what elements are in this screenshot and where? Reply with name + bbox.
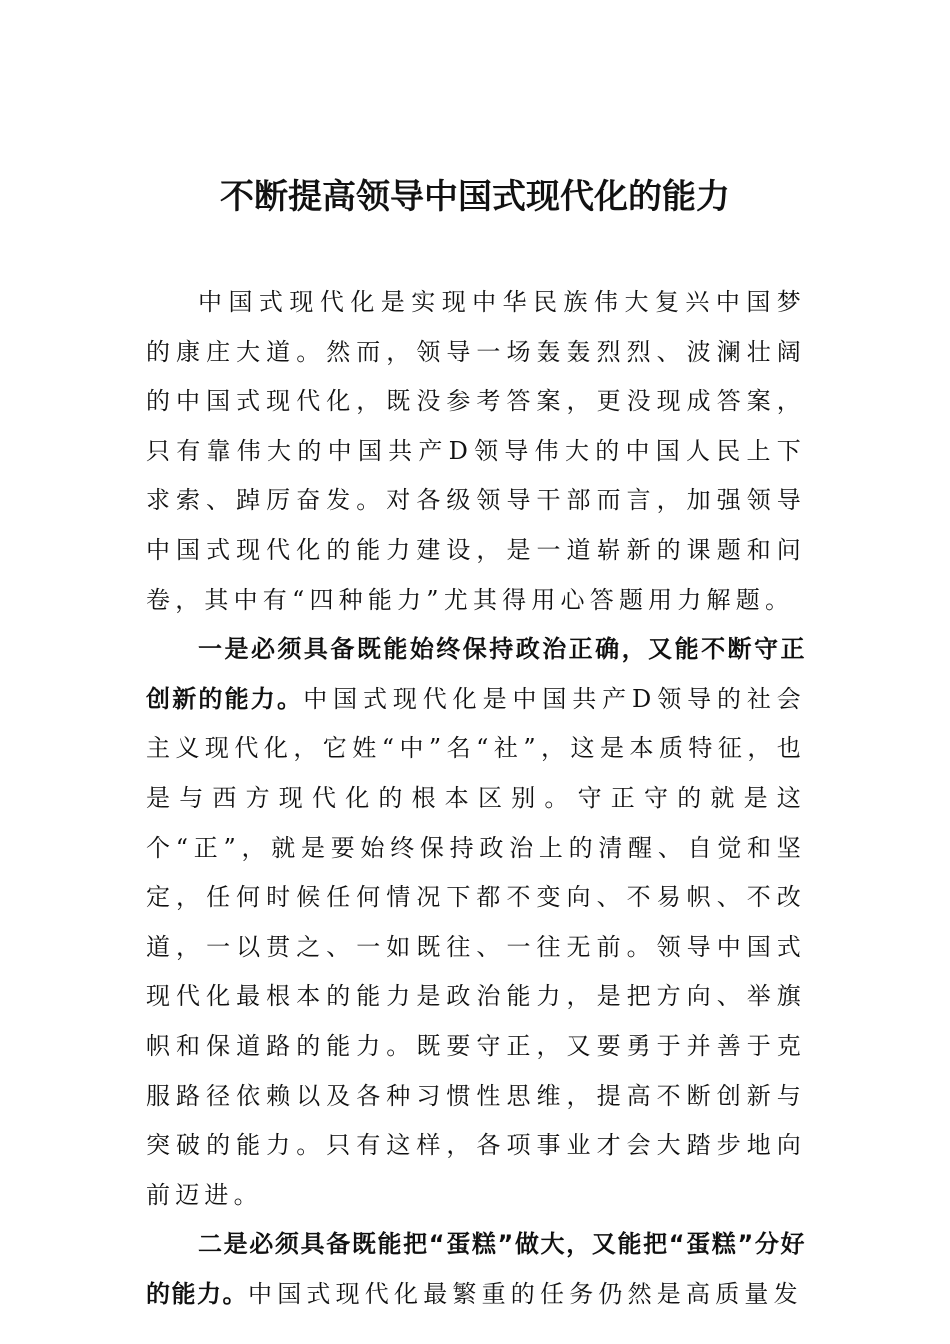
paragraph-text: 中国式现代化是中国共产D领导的社会主义现代化，它姓“中”名“社”，这是本质特征，也是与西方现代化的根本区别。守正守的就是这个“正”，就是要始终保持政治上的清醒、自觉和坚定，任何时候任何情况下都不变向、不易帜、不改道，一以贯之、一如既往、一往无前。领导中国式现代化最根本的能力是政治能力，是把方向、举旗帜和保道路的能力。既要守正，又要勇于并善于克服路径依赖以及各种习惯性思维，提高不断创新与突破的能力。只有这样，各项事业才会大踏步地向前迈进。 (146, 684, 806, 1209)
paragraph-lead-heading: 一是必须具备既能始终保持政治正确，又能不断守正创新的能力。 (146, 635, 806, 713)
paragraph-text: 中国式现代化最繁重的任务仍然是高质量发 (248, 1279, 803, 1308)
paragraph-point-one (146, 625, 806, 1220)
paragraph-text: 中国式现代化是实现中华民族伟大复兴中国梦的康庄大道。然而，领导一场轰轰烈烈、波澜壮阔的中国式现代化，既没参考答案，更没现成答案，只有靠伟大的中国共产D领导伟大的中国人民上下求索、踔厉奋发。对各级领导干部而言，加强领导中国式现代化的能力建设，是一道崭新的课题和问卷，其中有“四种能力”尤其得用心答题用力解题。 (146, 288, 806, 614)
document-title: 不断提高领导中国式现代化的能力 (220, 177, 730, 217)
paragraph-intro (146, 278, 806, 625)
paragraph-lead-heading: 二是必须具备既能把“蛋糕”做大，又能把“蛋糕”分好的能力。 (146, 1230, 806, 1308)
paragraph-point-two (146, 1220, 806, 1319)
document-body (146, 278, 806, 1319)
